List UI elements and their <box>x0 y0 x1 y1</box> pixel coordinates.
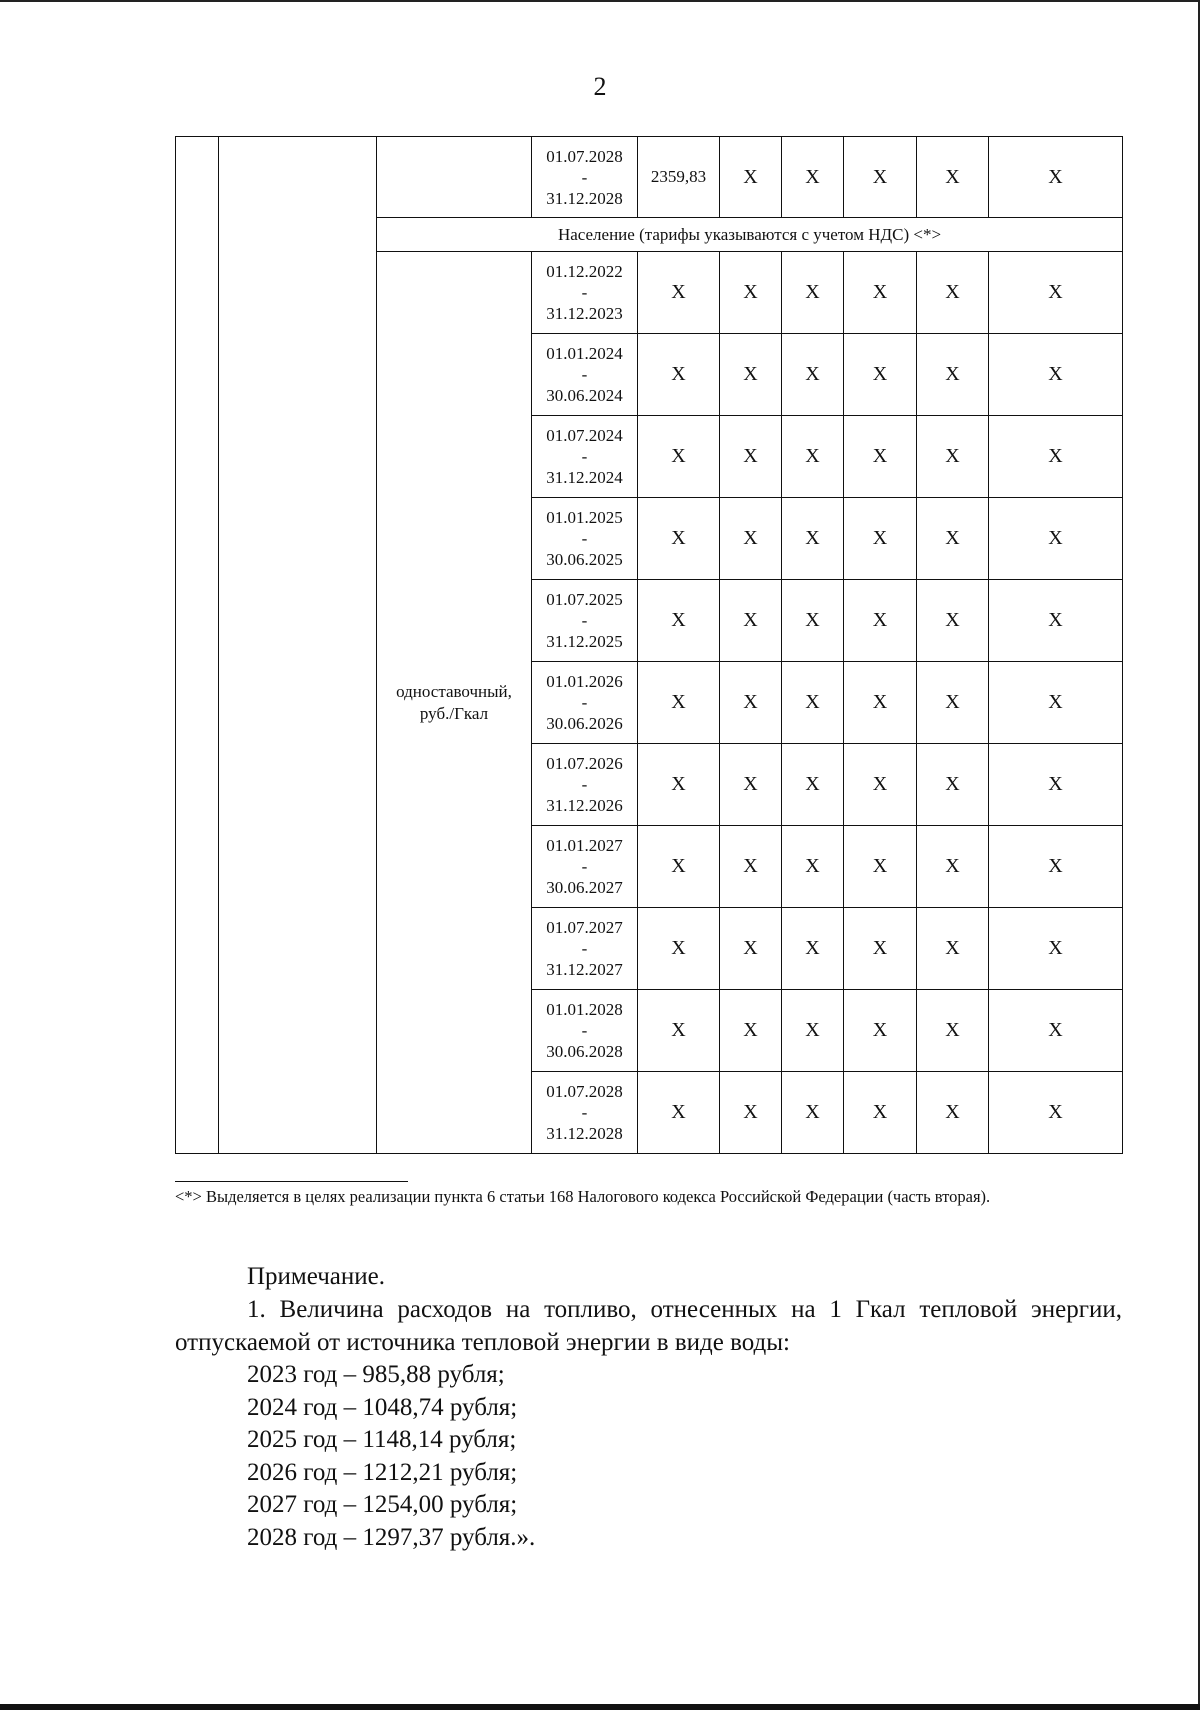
value-cell: X <box>782 252 844 334</box>
fuel-cost-item: 2023 год – 985,88 рубля; <box>247 1361 505 1388</box>
period-start: 01.07.2024 <box>546 426 623 445</box>
value-cell: X <box>917 908 989 990</box>
value-cell: X <box>720 252 782 334</box>
period-start: 01.07.2026 <box>546 754 623 773</box>
number-column-cell <box>176 137 219 1154</box>
value-cell: X <box>844 990 917 1072</box>
fuel-cost-item: 2026 год – 1212,21 рубля; <box>247 1458 518 1486</box>
fuel-cost-item: 2025 год – 1148,14 рубля; <box>247 1426 517 1453</box>
period-separator: - <box>581 1103 588 1122</box>
period-start: 01.01.2025 <box>546 508 623 527</box>
value-cell: X <box>989 990 1123 1072</box>
footnote-rule <box>175 1181 408 1182</box>
value-cell: X <box>782 137 844 218</box>
value-cell: X <box>917 580 989 662</box>
period-cell <box>532 1072 638 1154</box>
period-cell <box>532 416 638 498</box>
value-cell: X <box>782 744 844 826</box>
value-cell: X <box>720 334 782 416</box>
page-number: 2 <box>593 72 607 101</box>
value-cell: X <box>720 498 782 580</box>
period-end: 30.06.2028 <box>546 1042 623 1061</box>
period-end: 30.06.2026 <box>546 714 623 733</box>
period-start: 01.01.2027 <box>546 836 623 855</box>
value-cell: X <box>720 744 782 826</box>
value-cell: X <box>844 137 917 218</box>
period-end: 31.12.2027 <box>546 960 623 979</box>
footnote: <*> Выделяется в целях реализации пункта 6 статьи 168 Налогового кодекса Российской Федерации (часть вторая). <box>175 1187 991 1206</box>
value-cell: X <box>638 908 720 990</box>
value-cell: X <box>782 416 844 498</box>
period-separator: - <box>581 529 588 548</box>
period-separator: - <box>581 611 588 630</box>
period-cell <box>532 826 638 908</box>
period-start: 01.07.2025 <box>546 590 623 609</box>
value-cell: X <box>989 662 1123 744</box>
period-separator: - <box>581 775 588 794</box>
value-cell: X <box>917 416 989 498</box>
value-cell: X <box>917 826 989 908</box>
value-cell: X <box>844 908 917 990</box>
period-start: 01.07.2028 <box>546 1082 623 1101</box>
value-cell: X <box>638 416 720 498</box>
value-cell: X <box>989 252 1123 334</box>
value-cell: X <box>638 1072 720 1154</box>
fuel-cost-item: 2027 год – 1254,00 рубля; <box>247 1491 518 1518</box>
value-cell: X <box>989 744 1123 826</box>
value-cell: X <box>989 1072 1123 1154</box>
period-cell <box>532 744 638 826</box>
value-cell: X <box>638 580 720 662</box>
fuel-cost-list <box>247 1359 535 1554</box>
period-end: 31.12.2026 <box>546 796 623 815</box>
rate-type-cell: одноставочный, руб./Гкал <box>377 252 532 1154</box>
fuel-cost-item: 2028 год – 1297,37 рубля.». <box>247 1523 536 1551</box>
value-cell: X <box>782 990 844 1072</box>
value-cell: 2359,83 <box>638 137 720 218</box>
period-end: 30.06.2027 <box>546 878 623 897</box>
section-header: Население (тарифы указываются с учетом НДС) <*> <box>377 218 1123 252</box>
period-end: 30.06.2024 <box>546 386 623 405</box>
value-cell: X <box>720 826 782 908</box>
value-cell: X <box>844 252 917 334</box>
period-end: 31.12.2028 <box>546 1124 623 1143</box>
value-cell: X <box>917 137 989 218</box>
period-end: 30.06.2025 <box>546 550 623 569</box>
value-cell: X <box>782 662 844 744</box>
period-start: 01.01.2024 <box>546 344 623 363</box>
period-separator: - <box>581 365 588 384</box>
period-cell <box>532 580 638 662</box>
value-cell: X <box>638 334 720 416</box>
period-start: 01.12.2022 <box>546 262 623 281</box>
table-row <box>176 137 1123 218</box>
period-separator: - <box>581 857 588 876</box>
period-separator: - <box>581 167 588 187</box>
period-end: 31.12.2023 <box>546 304 623 323</box>
period-cell <box>532 908 638 990</box>
value-cell: X <box>782 1072 844 1154</box>
period-separator: - <box>581 447 588 466</box>
value-cell: X <box>782 580 844 662</box>
rate-type-cell-empty <box>377 137 532 218</box>
value-cell: X <box>917 498 989 580</box>
value-cell: X <box>844 498 917 580</box>
value-cell: X <box>782 334 844 416</box>
value-cell: X <box>782 908 844 990</box>
value-cell: X <box>782 498 844 580</box>
value-cell: X <box>844 416 917 498</box>
period-cell <box>532 662 638 744</box>
value-cell: X <box>782 826 844 908</box>
value-cell: X <box>989 137 1123 218</box>
value-cell: X <box>844 334 917 416</box>
period-separator: - <box>581 939 588 958</box>
value-cell: X <box>917 990 989 1072</box>
fuel-cost-item: 2024 год – 1048,74 рубля; <box>247 1393 518 1421</box>
period-separator: - <box>581 693 588 712</box>
value-cell: X <box>638 990 720 1072</box>
value-cell: X <box>989 580 1123 662</box>
note-paragraph: 1. Величина расходов на топливо, отнесенных на 1 Гкал тепловой энергии, отпускаемой от источника тепловой энергии в виде воды: <box>175 1296 1122 1356</box>
value-cell: X <box>917 252 989 334</box>
value-cell: X <box>638 826 720 908</box>
value-cell: X <box>844 826 917 908</box>
period-end: 31.12.2028 <box>546 188 623 208</box>
value-cell: X <box>720 908 782 990</box>
value-cell: X <box>989 334 1123 416</box>
period-separator: - <box>581 1021 588 1040</box>
value-cell: X <box>638 252 720 334</box>
value-cell: X <box>720 580 782 662</box>
value-cell: X <box>638 744 720 826</box>
value-cell: X <box>720 990 782 1072</box>
period-cell <box>532 498 638 580</box>
period-start: 01.01.2028 <box>546 1000 623 1019</box>
note-title: Примечание. <box>247 1263 386 1290</box>
value-cell: X <box>917 744 989 826</box>
period-end: 31.12.2025 <box>546 632 623 651</box>
period-cell <box>532 137 638 218</box>
period-cell <box>532 252 638 334</box>
value-cell: X <box>989 416 1123 498</box>
period-end: 31.12.2024 <box>546 468 623 487</box>
value-cell: X <box>844 744 917 826</box>
value-cell: X <box>917 334 989 416</box>
value-cell: X <box>844 580 917 662</box>
value-cell: X <box>844 1072 917 1154</box>
value-cell: X <box>917 1072 989 1154</box>
value-cell: X <box>638 498 720 580</box>
value-cell: X <box>720 1072 782 1154</box>
period-start: 01.07.2028 <box>546 146 623 166</box>
organization-column-cell <box>219 137 377 1154</box>
value-cell: X <box>720 416 782 498</box>
period-start: 01.01.2026 <box>546 672 623 691</box>
period-start: 01.07.2027 <box>546 918 623 937</box>
value-cell: X <box>917 662 989 744</box>
tariff-table <box>175 136 1123 1154</box>
value-cell: X <box>844 662 917 744</box>
period-separator: - <box>581 283 588 302</box>
value-cell: X <box>720 137 782 218</box>
value-cell: X <box>720 662 782 744</box>
value-cell: X <box>989 908 1123 990</box>
period-cell <box>532 334 638 416</box>
value-cell: X <box>638 662 720 744</box>
bottom-scan-edge <box>0 1704 1200 1710</box>
period-cell <box>532 990 638 1072</box>
value-cell: X <box>989 826 1123 908</box>
value-cell: X <box>989 498 1123 580</box>
